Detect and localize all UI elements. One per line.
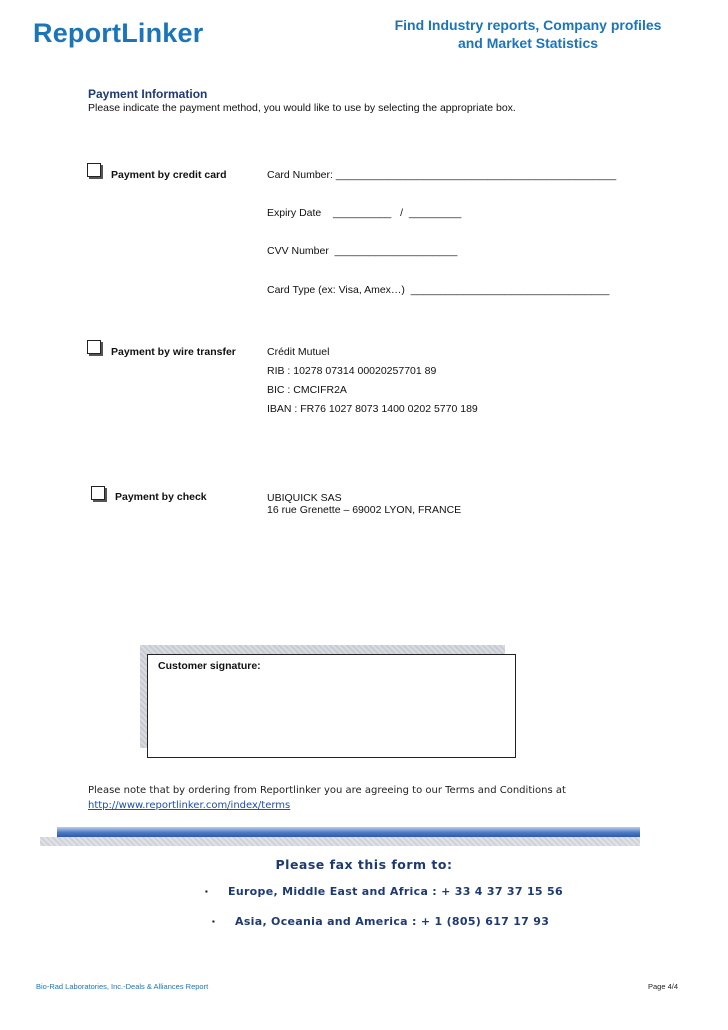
fax-line-apac-americas: Asia, Oceania and America : + 1 (805) 617 17 93 (235, 915, 550, 928)
payment-section-description: Please indicate the payment method, you would like to use by selecting the appropriate box. (88, 102, 516, 114)
credit-card-label: Payment by credit card (111, 169, 227, 181)
fax-line-emea: Europe, Middle East and Africa : + 33 4 37 37 15 56 (228, 885, 563, 898)
reportlinker-logo: ReportLinker (33, 18, 204, 48)
card-type-field[interactable]: Card Type (ex: Visa, Amex…) __________________________________ (267, 284, 610, 296)
wire-bank-name: Crédit Mutuel (267, 346, 330, 358)
payment-section-title: Payment Information (88, 87, 208, 101)
expiry-date-field[interactable]: Expiry Date __________ / _________ (267, 207, 462, 219)
wire-transfer-checkbox[interactable] (87, 340, 101, 354)
wire-rib: RIB : 10278 07314 00020257701 89 (267, 365, 437, 377)
footer-page-number: Page 4/4 (648, 982, 679, 991)
tagline-line-2: and Market Statistics (457, 35, 599, 51)
check-label: Payment by check (115, 491, 207, 503)
check-address: 16 rue Grenette – 69002 LYON, FRANCE (267, 504, 462, 516)
fax-title: Please fax this form to: (275, 857, 453, 872)
wire-iban: IBAN : FR76 1027 8073 1400 0202 5770 189 (267, 403, 478, 415)
terms-note: Please note that by ordering from Reportlinker you are agreeing to our Terms and Conditions at (88, 785, 566, 796)
bullet-icon: ▪ (205, 887, 208, 896)
signature-label: Customer signature: (158, 660, 261, 672)
check-company: UBIQUICK SAS (267, 492, 342, 504)
terms-link[interactable]: http://www.reportlinker.com/index/terms (88, 800, 291, 811)
bullet-icon: ▪ (212, 917, 215, 926)
wire-bic: BIC : CMCIFR2A (267, 384, 347, 396)
footer-report-name: Bio-Rad Laboratories, Inc.-Deals & Alliances Report (36, 982, 209, 991)
card-number-field[interactable]: Card Number: ________________________________________________ (267, 169, 617, 181)
tagline-line-1: Find Industry reports, Company profiles (394, 17, 662, 33)
cvv-number-field[interactable]: CVV Number _____________________ (267, 245, 458, 257)
check-checkbox[interactable] (91, 486, 105, 500)
divider-band-shadow (40, 837, 640, 846)
wire-transfer-label: Payment by wire transfer (111, 346, 236, 358)
credit-card-checkbox[interactable] (87, 163, 101, 177)
divider-band (57, 827, 640, 837)
header-tagline (360, 16, 696, 52)
